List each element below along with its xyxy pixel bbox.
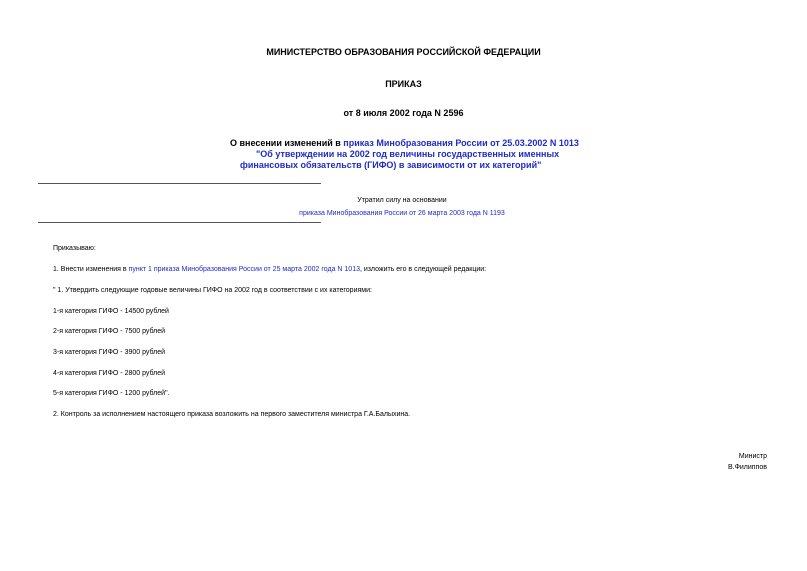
annulled-note	[262, 195, 542, 219]
p1-link[interactable]: пункт 1 приказа Минобразования России от 25 марта 2002 года N 1013	[128, 266, 360, 273]
subject-link-line3[interactable]: финансовых обязательств (ГИФО) в зависимости от их категорий"	[240, 160, 542, 170]
category-2: 2-я категория ГИФО - 7500 рублей	[53, 328, 166, 335]
subject-link-line2[interactable]: "Об утверждении на 2002 год величины государственных именных	[256, 149, 560, 159]
annulled-link[interactable]: приказа Минобразования России от 26 марта 2003 года N 1193	[299, 210, 505, 217]
document-type: ПРИКАЗ	[385, 79, 422, 89]
subject-link[interactable]: приказ Минобразования России от 25.03.2002 N 1013	[343, 138, 579, 148]
category-1: 1-я категория ГИФО - 14500 рублей	[53, 308, 169, 315]
ministry-title: МИНИСТЕРСТВО ОБРАЗОВАНИЯ РОССИЙСКОЙ ФЕДЕРАЦИИ	[266, 47, 541, 57]
divider-top	[38, 183, 321, 184]
signature-title: Министр	[738, 453, 767, 460]
subject-prefix: О внесении изменений в	[230, 138, 344, 148]
document-date: от 8 июля 2002 года N 2596	[343, 108, 464, 118]
paragraph-2: 2. Контроль за исполнением настоящего приказа возложить на первого заместителя министра Г.А.Балыхина.	[53, 411, 411, 418]
p1-prefix: 1. Внести изменения в	[53, 266, 129, 273]
category-3: 3-я категория ГИФО - 3900 рублей	[53, 349, 166, 356]
category-4: 4-я категория ГИФО - 2800 рублей	[53, 370, 166, 377]
divider-bottom	[38, 222, 321, 223]
category-5: 5-я категория ГИФО - 1200 рублей".	[53, 390, 170, 397]
intro-text: Приказываю:	[53, 245, 96, 252]
paragraph-1	[53, 266, 486, 273]
p1-suffix: , изложить его в следующей редакции:	[359, 266, 487, 273]
annulled-text: Утратил силу на основании	[357, 197, 447, 204]
document-subject	[230, 138, 579, 171]
quote-text: " 1. Утвердить следующие годовые величины ГИФО на 2002 год в соответствии с их категориями:	[53, 287, 372, 294]
signature-name: В.Филиппов	[727, 464, 767, 471]
